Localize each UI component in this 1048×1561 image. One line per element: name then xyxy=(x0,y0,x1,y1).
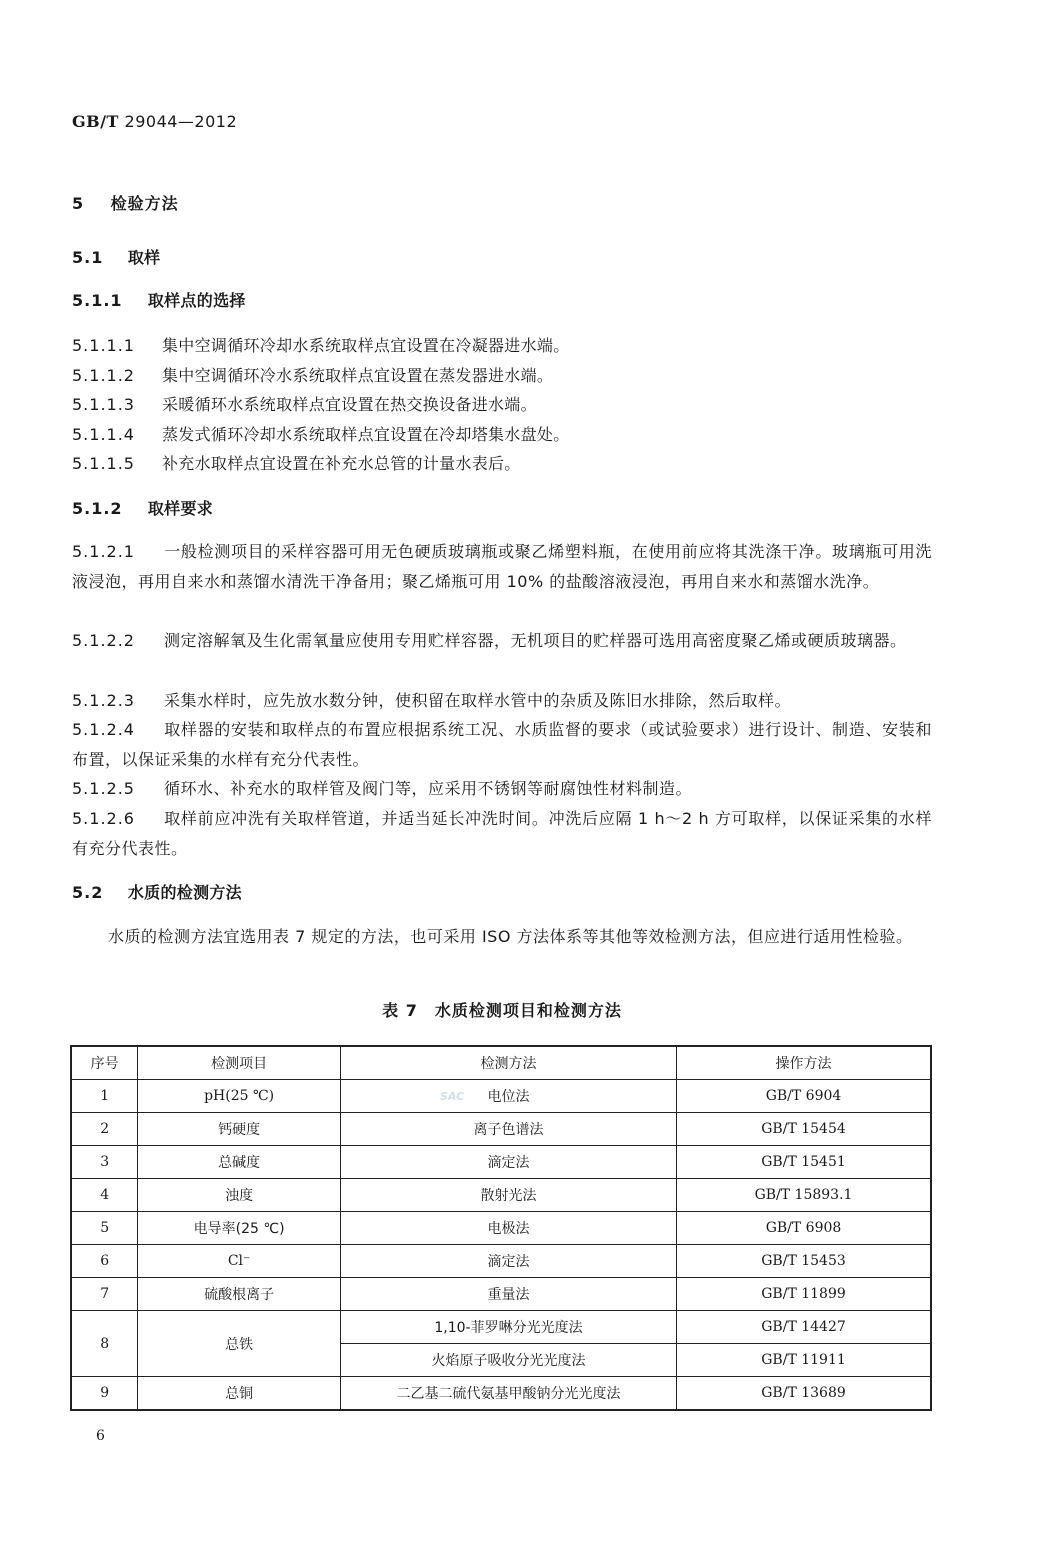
cell-op: GB/T 15453 xyxy=(677,1245,931,1278)
cell-method: 滴定法 xyxy=(340,1245,676,1278)
section-5-2-text: 水质的检测方法宜选用表 7 规定的方法，也可采用 ISO 方法体系等其他等效检测方法，但应进行适用性检验。 xyxy=(108,927,913,946)
cell-method: 离子色谱法 xyxy=(340,1113,676,1146)
sac-watermark: SAC xyxy=(440,1090,465,1103)
header-op: 操作方法 xyxy=(677,1046,931,1080)
clause-5-1-1-1: 5.1.1.1 集中空调循环冷却水系统取样点宜设置在冷凝器进水端。 xyxy=(72,336,570,355)
cell-item: Cl⁻ xyxy=(138,1245,341,1278)
cell-no: 6 xyxy=(71,1245,138,1278)
clause-5-1-1-3: 5.1.1.3 采暖循环水系统取样点宜设置在热交换设备进水端。 xyxy=(72,395,537,414)
cell-op: GB/T 11899 xyxy=(677,1278,931,1311)
cell-item: 总碱度 xyxy=(138,1146,341,1179)
cell-method: 电极法 xyxy=(340,1212,676,1245)
cell-method: 火焰原子吸收分光光度法 xyxy=(340,1344,676,1377)
cell-no: 2 xyxy=(71,1113,138,1146)
section-5-1-1-heading: 5.1.1 取样点的选择 xyxy=(72,291,246,310)
table-row xyxy=(71,1311,931,1344)
cell-item: 钙硬度 xyxy=(138,1113,341,1146)
cell-no: 1 xyxy=(71,1080,138,1113)
clause-5-1-2-5: 5.1.2.5 循环水、补充水的取样管及阀门等，应采用不锈钢等耐腐蚀性材料制造。 xyxy=(72,779,693,798)
cell-item: 电导率(25 ℃) xyxy=(138,1212,341,1245)
clause-5-1-2-4: 5.1.2.4 取样器的安装和取样点的布置应根据系统工况、水质监督的要求（或试验要求）进行设计、制造、安装和布置，以保证采集的水样有充分代表性。 xyxy=(72,720,932,769)
cell-method: 二乙基二硫代氨基甲酸钠分光光度法 xyxy=(340,1377,676,1411)
table-row xyxy=(71,1212,931,1245)
cell-item: 浊度 xyxy=(138,1179,341,1212)
cell-no: 3 xyxy=(71,1146,138,1179)
clause-5-1-2-3: 5.1.2.3 采集水样时，应先放水数分钟，使积留在取样水管中的杂质及陈旧水排除，然后取样。 xyxy=(72,691,792,710)
cell-op: GB/T 15451 xyxy=(677,1146,931,1179)
standard-prefix: GB/T xyxy=(72,112,119,131)
cell-method: 滴定法 xyxy=(340,1146,676,1179)
water-quality-table xyxy=(70,1045,932,1411)
cell-op: GB/T 13689 xyxy=(677,1377,931,1411)
table-row xyxy=(71,1179,931,1212)
section-5-2-heading: 5.2 水质的检测方法 xyxy=(72,883,242,902)
section-5-1-2-heading: 5.1.2 取样要求 xyxy=(72,499,214,518)
cell-item: 总铁 xyxy=(138,1311,341,1377)
clause-5-1-1-4: 5.1.1.4 蒸发式循环冷却水系统取样点宜设置在冷却塔集水盘处。 xyxy=(72,425,570,444)
cell-method: 电位法 xyxy=(340,1080,676,1113)
cell-item: 硫酸根离子 xyxy=(138,1278,341,1311)
clause-5-1-2-1: 5.1.2.1 一般检测项目的采样容器可用无色硬质玻璃瓶或聚乙烯塑料瓶，在使用前应将其洗涤干净。玻璃瓶可用洗液浸泡，再用自来水和蒸馏水清洗干净备用；聚乙烯瓶可用 10% 的盐酸溶液浸泡，再用自来水和蒸馏水洗净。 xyxy=(72,542,932,591)
cell-op: GB/T 11911 xyxy=(677,1344,931,1377)
table-row xyxy=(71,1113,931,1146)
table-header-row xyxy=(71,1046,931,1080)
cell-no: 4 xyxy=(71,1179,138,1212)
cell-item: 总铜 xyxy=(138,1377,341,1411)
header-item: 检测项目 xyxy=(138,1046,341,1080)
header-no: 序号 xyxy=(71,1046,138,1080)
clause-5-1-1-2: 5.1.1.2 集中空调循环冷水系统取样点宜设置在蒸发器进水端。 xyxy=(72,366,554,385)
table-row xyxy=(71,1080,931,1113)
header-method: 检测方法 xyxy=(340,1046,676,1080)
cell-op: GB/T 6904 xyxy=(677,1080,931,1113)
cell-op: GB/T 15893.1 xyxy=(677,1179,931,1212)
cell-no: 8 xyxy=(71,1311,138,1377)
table-row xyxy=(71,1377,931,1411)
standard-code: 29044—2012 xyxy=(124,112,238,131)
cell-op: GB/T 6908 xyxy=(677,1212,931,1245)
page-number: 6 xyxy=(96,1428,105,1444)
cell-op: GB/T 14427 xyxy=(677,1311,931,1344)
clause-5-1-2-2: 5.1.2.2 测定溶解氧及生化需氧量应使用专用贮样容器，无机项目的贮样器可选用高密度聚乙烯或硬质玻璃器。 xyxy=(72,631,907,650)
cell-item: pH(25 ℃) xyxy=(138,1080,341,1113)
standard-number xyxy=(72,112,237,131)
cell-op: GB/T 15454 xyxy=(677,1113,931,1146)
section-5-1-heading: 5.1 取样 xyxy=(72,248,161,267)
table-caption: 表 7 水质检测项目和检测方法 xyxy=(382,1001,622,1020)
cell-no: 5 xyxy=(71,1212,138,1245)
table-row xyxy=(71,1245,931,1278)
cell-method: 1,10-菲罗啉分光光度法 xyxy=(340,1311,676,1344)
cell-no: 7 xyxy=(71,1278,138,1311)
table-row xyxy=(71,1278,931,1311)
table-row xyxy=(71,1146,931,1179)
clause-5-1-2-6: 5.1.2.6 取样前应冲洗有关取样管道，并适当延长冲洗时间。冲洗后应隔 1 h～2 h 方可取样，以保证采集的水样有充分代表性。 xyxy=(72,809,932,858)
cell-no: 9 xyxy=(71,1377,138,1411)
cell-method: 重量法 xyxy=(340,1278,676,1311)
clause-5-1-1-5: 5.1.1.5 补充水取样点宜设置在补充水总管的计量水表后。 xyxy=(72,454,521,473)
cell-method: 散射光法 xyxy=(340,1179,676,1212)
section-5-heading: 5 检验方法 xyxy=(72,194,179,213)
